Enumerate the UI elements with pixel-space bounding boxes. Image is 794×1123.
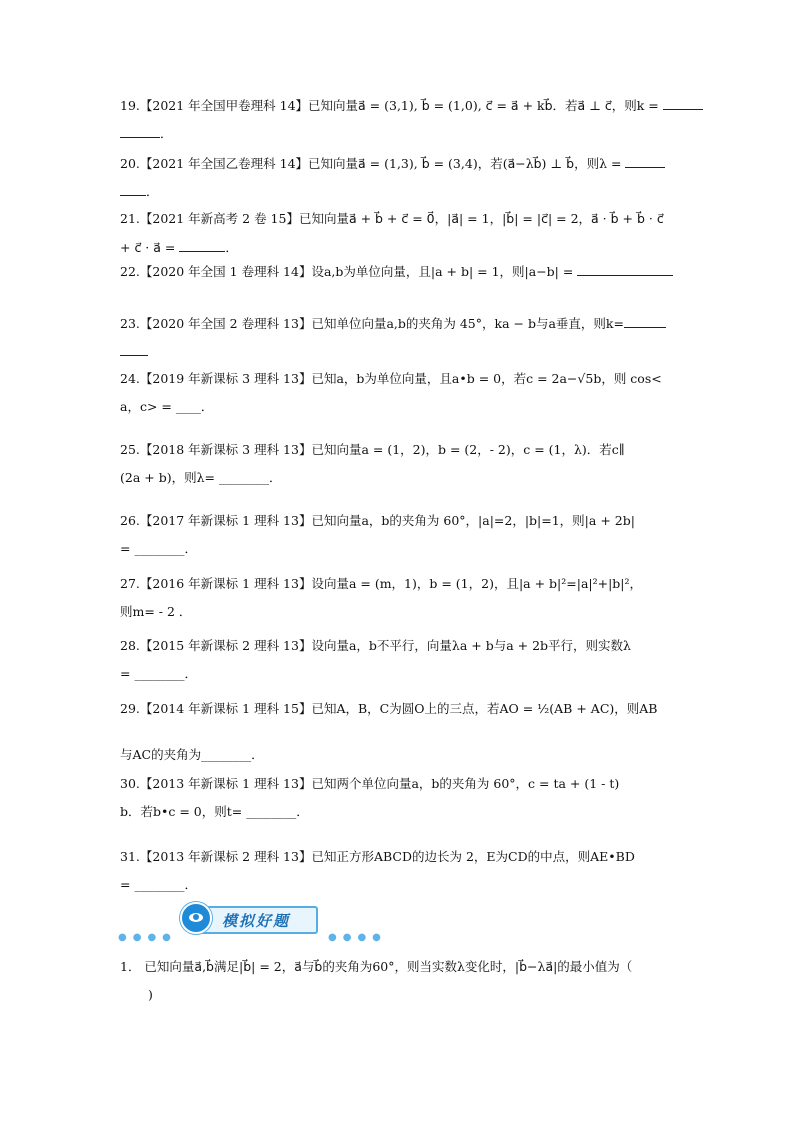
question-21-line-2: + c⃗ · a⃗ = ．: [120, 240, 238, 255]
question-29: [120, 700, 676, 774]
question-31: [120, 848, 676, 904]
question-20-line-1: 20.【2021 年全国乙卷理科 14】已知向量a⃗ = (1,3), b⃗ = (3,4)，若(a⃗−λb⃗) ⊥ b⃗，则λ =: [120, 154, 676, 182]
question-20-line-2: ．: [120, 182, 676, 210]
question-31-line-1: 31.【2013 年新课标 2 理科 13】已知正方形ABCD的边长为 2，E为CD的中点，则AE•BD: [120, 849, 635, 864]
question-22: [120, 262, 676, 290]
question-19-line-1: 19.【2021 年全国甲卷理科 14】已知向量a⃗ = (3,1), b⃗ = (1,0), c⃗ = a⃗ + kb⃗．若a⃗ ⊥ c⃗，则k =: [120, 96, 676, 124]
eye-icon: [180, 902, 212, 934]
question-30-line-2: b．若b•c = 0，则t= ________．: [120, 804, 309, 819]
left-dots-decoration: ●●●●: [118, 932, 177, 943]
question-27-line-2: 则m= - 2 ．: [120, 604, 192, 619]
question-26: [120, 512, 676, 568]
question-26-line-2: = ________．: [120, 541, 197, 556]
question-24: [120, 370, 676, 426]
sim-question-1: [120, 958, 676, 1014]
section-header: [118, 902, 498, 944]
question-28-line-1: 28.【2015 年新课标 2 理科 13】设向量a，b不平行，向量λa + b与a + 2b平行，则实数λ: [120, 638, 631, 653]
question-20: [120, 154, 676, 210]
question-31-line-2: = ________．: [120, 877, 197, 892]
question-24-line-1: 24.【2019 年新课标 3 理科 13】已知a，b为单位向量，且a•b = 0，若c = 2a−√5b，则 cos<: [120, 371, 662, 386]
question-23: [120, 314, 676, 370]
question-23-line-2: [120, 342, 676, 370]
sim-question-1-line-1: 1． 已知向量a⃗,b⃗满足|b⃗| = 2，a⃗与b⃗的夹角为60°，则当实数λ变化时，|b⃗−λa⃗|的最小值为（: [120, 959, 633, 974]
question-25-line-1: 25.【2018 年新课标 3 理科 13】已知向量a = (1，2)，b = (2，- 2)，c = (1，λ)．若c∥: [120, 442, 625, 457]
question-28-line-2: = ________．: [120, 666, 197, 681]
question-29-line-2: 与AC的夹角为________．: [120, 747, 264, 762]
question-23-line-1: 23.【2020 年全国 2 卷理科 13】已知单位向量a,b的夹角为 45°，ka − b与a垂直，则k=: [120, 314, 676, 342]
question-26-line-1: 26.【2017 年新课标 1 理科 13】已知向量a，b的夹角为 60°，|a|=2，|b|=1，则|a + 2b|: [120, 513, 635, 528]
question-21-line-1: 21.【2021 年新高考 2 卷 15】已知向量a⃗ + b⃗ + c⃗ = 0⃗，|a⃗| = 1，|b⃗| = |c⃗| = 2，a⃗ · b⃗ + b⃗ · c⃗: [120, 211, 664, 226]
section-title: 模拟好题: [222, 912, 291, 930]
question-21: [120, 210, 676, 266]
question-28: [120, 637, 676, 693]
question-27-line-1: 27.【2016 年新课标 1 理科 13】设向量a = (m，1)，b = (1，2)，且|a + b|²=|a|²+|b|²，: [120, 576, 643, 591]
question-27: [120, 575, 676, 631]
question-19-line-2: ．: [120, 124, 676, 152]
right-dots-decoration: ●●●●: [328, 932, 387, 943]
question-25-line-2: (2a + b)，则λ= ________．: [120, 470, 282, 485]
question-30: [120, 775, 676, 831]
question-22-line-1: 22.【2020 年全国 1 卷理科 14】设a,b为单位向量，且|a + b| = 1，则|a−b| =: [120, 262, 676, 290]
sim-question-1-line-2: ): [148, 987, 153, 1002]
question-19: [120, 96, 676, 152]
question-24-line-2: a，c> = ____．: [120, 399, 214, 414]
question-29-line-1: 29.【2014 年新课标 1 理科 15】已知A，B，C为圆O上的三点，若AO = ½(AB + AC)，则AB: [120, 701, 658, 716]
question-30-line-1: 30.【2013 年新课标 1 理科 13】已知两个单位向量a，b的夹角为 60°，c = ta + (1 - t): [120, 776, 620, 791]
question-25: [120, 441, 676, 497]
